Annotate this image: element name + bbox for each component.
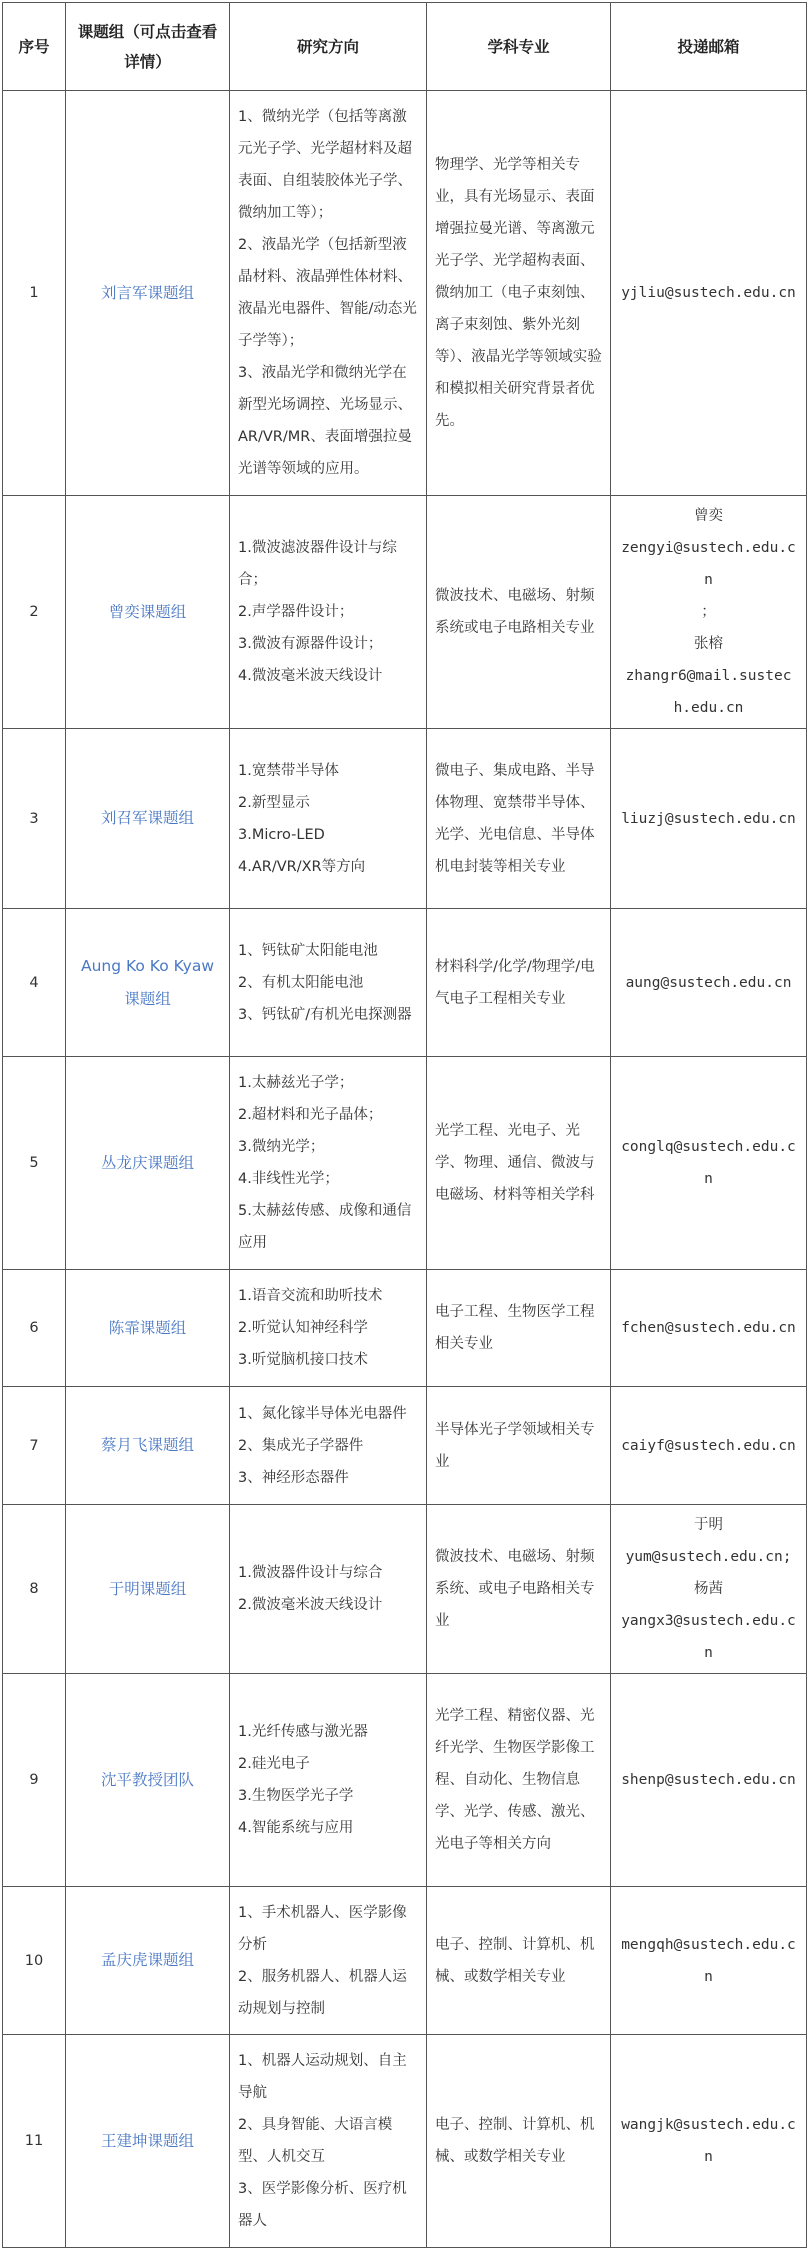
discipline-cell: 物理学、光学等相关专业，具有光场显示、表面增强拉曼光谱、等离激元光子学、光学超构表面、微纳加工（电子束刻蚀、离子束刻蚀、紫外光刻等）、液晶光学等领域实验和模拟相关研究背景者优先。	[427, 91, 611, 496]
row-number: 3	[3, 729, 66, 909]
research-direction-item: 5.太赫兹传感、成像和通信应用	[238, 1203, 412, 1251]
email-line: 杨茜	[694, 1581, 723, 1597]
group-cell	[66, 496, 230, 729]
research-direction-cell	[230, 91, 427, 496]
research-direction-item: 3.Micro-LED	[238, 826, 325, 843]
research-direction-item: 4.非线性光学；	[238, 1171, 339, 1187]
research-direction-item: 3.微波有源器件设计；	[238, 636, 383, 652]
research-direction-cell	[230, 1674, 427, 1887]
research-direction-item: 4.智能系统与应用	[238, 1820, 354, 1836]
research-direction-item: 1、氮化镓半导体光电器件	[238, 1405, 407, 1422]
email-line: conglq@sustech.edu.cn	[621, 1139, 796, 1187]
group-cell	[66, 1505, 230, 1674]
email-line: shenp@sustech.edu.cn	[621, 1772, 796, 1788]
research-direction-item: 1.光纤传感与激光器	[238, 1724, 368, 1740]
row-number: 9	[3, 1674, 66, 1887]
email-line: 张榕	[694, 636, 723, 652]
table-row	[3, 91, 807, 496]
recruitment-table	[2, 2, 807, 2248]
research-direction-cell	[230, 1887, 427, 2035]
research-direction-item: 2、有机太阳能电池	[238, 974, 364, 991]
email-line: liuzj@sustech.edu.cn	[621, 810, 796, 827]
email-line: ；	[701, 604, 716, 620]
research-direction-item: 3.微纳光学；	[238, 1139, 325, 1155]
email-line: yjliu@sustech.edu.cn	[621, 285, 796, 301]
research-direction-cell	[230, 496, 427, 729]
research-direction-item: 3、液晶光学和微纳光学在新型光场调控、光场显示、AR/VR/MR、表面增强拉曼光谱等领域的应用。	[238, 365, 412, 477]
research-direction-item: 3、神经形态器件	[238, 1469, 349, 1486]
email-cell	[611, 91, 807, 496]
email-cell	[611, 1057, 807, 1270]
research-direction-item: 2.声学器件设计；	[238, 604, 354, 620]
research-direction-item: 4.微波毫米波天线设计	[238, 668, 383, 684]
group-link[interactable]: 于明课题组	[108, 1579, 187, 1598]
group-cell	[66, 729, 230, 909]
email-line: caiyf@sustech.edu.cn	[621, 1437, 796, 1454]
discipline-cell: 半导体光子学领域相关专业	[427, 1387, 611, 1505]
row-number: 4	[3, 909, 66, 1057]
table-row	[3, 1674, 807, 1887]
research-direction-item: 2、服务机器人、机器人运动规划与控制	[238, 1968, 407, 2017]
email-cell	[611, 909, 807, 1057]
research-direction-cell	[230, 729, 427, 909]
table-header-row	[3, 3, 807, 91]
research-direction-item: 2、液晶光学（包括新型液晶材料、液晶弹性体材料、液晶光电器件、智能/动态光子学等）；	[238, 237, 417, 349]
research-direction-item: 2.新型显示	[238, 794, 310, 811]
email-line: zengyi@sustech.edu.cn	[621, 540, 796, 588]
research-direction-item: 1.微波器件设计与综合	[238, 1565, 383, 1581]
email-cell	[611, 729, 807, 909]
row-number: 6	[3, 1270, 66, 1387]
research-direction-item: 2.听觉认知神经科学	[238, 1320, 368, 1336]
group-cell	[66, 1674, 230, 1887]
research-direction-item: 3、医学影像分析、医疗机器人	[238, 2181, 407, 2229]
header-direction: 研究方向	[230, 3, 427, 91]
group-link[interactable]: 沈平教授团队	[100, 1770, 194, 1789]
research-direction-item: 1、机器人运动规划、自主导航	[238, 2053, 407, 2101]
research-direction-item: 1.语音交流和助听技术	[238, 1288, 383, 1304]
research-direction-item: 1、微纳光学（包括等离激元光子学、光学超材料及超表面、自组装胶体光子学、微纳加工等）；	[238, 109, 412, 221]
group-cell	[66, 2035, 230, 2248]
research-direction-item: 4.AR/VR/XR等方向	[238, 858, 366, 875]
research-direction-item: 2.硅光电子	[238, 1756, 310, 1772]
research-direction-cell	[230, 909, 427, 1057]
email-cell	[611, 2035, 807, 2248]
group-link[interactable]: 陈霏课题组	[108, 1318, 187, 1337]
table-row	[3, 2035, 807, 2248]
row-number: 8	[3, 1505, 66, 1674]
group-link[interactable]: 刘召军课题组	[100, 809, 194, 827]
email-line: aung@sustech.edu.cn	[625, 974, 792, 991]
table-row	[3, 496, 807, 729]
group-cell	[66, 1887, 230, 2035]
email-cell	[611, 1887, 807, 2035]
research-direction-cell	[230, 1387, 427, 1505]
table-row	[3, 1887, 807, 2035]
email-cell	[611, 1674, 807, 1887]
group-link[interactable]: 曾奕课题组	[108, 602, 187, 621]
email-line: wangjk@sustech.edu.cn	[621, 2117, 796, 2165]
group-cell	[66, 1387, 230, 1505]
email-cell	[611, 496, 807, 729]
row-number: 7	[3, 1387, 66, 1505]
table-row	[3, 1387, 807, 1505]
research-direction-cell	[230, 1505, 427, 1674]
group-cell	[66, 91, 230, 496]
row-number: 1	[3, 91, 66, 496]
email-line: yangx3@sustech.edu.cn	[621, 1613, 796, 1661]
discipline-cell: 电子、控制、计算机、机械、或数学相关专业	[427, 1887, 611, 2035]
discipline-cell: 微电子、集成电路、半导体物理、宽禁带半导体、光学、光电信息、半导体机电封装等相关专业	[427, 729, 611, 909]
group-cell	[66, 909, 230, 1057]
email-line: zhangr6@mail.sustech.edu.cn	[625, 668, 792, 716]
row-number: 2	[3, 496, 66, 729]
email-line: mengqh@sustech.edu.cn	[621, 1936, 796, 1985]
discipline-cell: 电子工程、生物医学工程相关专业	[427, 1270, 611, 1387]
research-direction-item: 1.微波滤波器件设计与综合；	[238, 540, 397, 588]
research-direction-item: 3、钙钛矿/有机光电探测器	[238, 1006, 412, 1023]
group-cell	[66, 1270, 230, 1387]
group-link[interactable]: Aung Ko Ko Kyaw课题组	[80, 956, 214, 1008]
group-link[interactable]: 孟庆虎课题组	[100, 1951, 194, 1969]
row-number: 11	[3, 2035, 66, 2248]
discipline-cell: 微波技术、电磁场、射频系统、或电子电路相关专业	[427, 1505, 611, 1674]
email-line: fchen@sustech.edu.cn	[621, 1320, 796, 1336]
email-line: yum@sustech.edu.cn;	[625, 1549, 792, 1565]
discipline-cell: 微波技术、电磁场、射频系统或电子电路相关专业	[427, 496, 611, 729]
research-direction-item: 1.太赫兹光子学；	[238, 1075, 354, 1091]
research-direction-item: 2、集成光子学器件	[238, 1437, 364, 1454]
research-direction-cell	[230, 1057, 427, 1270]
header-major: 学科专业	[427, 3, 611, 91]
email-line: 曾奕	[694, 508, 723, 524]
table-body	[3, 91, 807, 2248]
table-row	[3, 1057, 807, 1270]
research-direction-item: 1.宽禁带半导体	[238, 762, 339, 779]
discipline-cell: 电子、控制、计算机、机械、或数学相关专业	[427, 2035, 611, 2248]
header-no: 序号	[3, 3, 66, 91]
research-direction-item: 1、钙钛矿太阳能电池	[238, 942, 378, 959]
group-cell	[66, 1057, 230, 1270]
group-link[interactable]: 王建坤课题组	[100, 2131, 194, 2150]
research-direction-cell	[230, 2035, 427, 2248]
group-link[interactable]: 蔡月飞课题组	[100, 1436, 194, 1454]
discipline-cell: 光学工程、光电子、光学、物理、通信、微波与电磁场、材料等相关学科	[427, 1057, 611, 1270]
row-number: 5	[3, 1057, 66, 1270]
discipline-cell: 材料科学/化学/物理学/电气电子工程相关专业	[427, 909, 611, 1057]
email-cell	[611, 1505, 807, 1674]
table-row	[3, 1505, 807, 1674]
email-cell	[611, 1387, 807, 1505]
research-direction-item: 3.听觉脑机接口技术	[238, 1352, 368, 1368]
research-direction-item: 2、具身智能、大语言模型、人机交互	[238, 2117, 393, 2165]
research-direction-cell	[230, 1270, 427, 1387]
discipline-cell: 光学工程、精密仪器、光纤光学、生物医学影像工程、自动化、生物信息学、光学、传感、激光、光电子等相关方向	[427, 1674, 611, 1887]
header-group: 课题组（可点击查看详情）	[66, 3, 230, 91]
email-cell	[611, 1270, 807, 1387]
research-direction-item: 1、手术机器人、医学影像分析	[238, 1904, 407, 1953]
group-link[interactable]: 丛龙庆课题组	[100, 1153, 194, 1172]
research-direction-item: 2.超材料和光子晶体；	[238, 1107, 383, 1123]
table-row	[3, 909, 807, 1057]
research-direction-item: 3.生物医学光子学	[238, 1788, 354, 1804]
table-row	[3, 1270, 807, 1387]
table-row	[3, 729, 807, 909]
email-line: 于明	[694, 1517, 723, 1533]
group-link[interactable]: 刘言军课题组	[100, 283, 194, 302]
row-number: 10	[3, 1887, 66, 2035]
research-direction-item: 2.微波毫米波天线设计	[238, 1597, 383, 1613]
header-email: 投递邮箱	[611, 3, 807, 91]
